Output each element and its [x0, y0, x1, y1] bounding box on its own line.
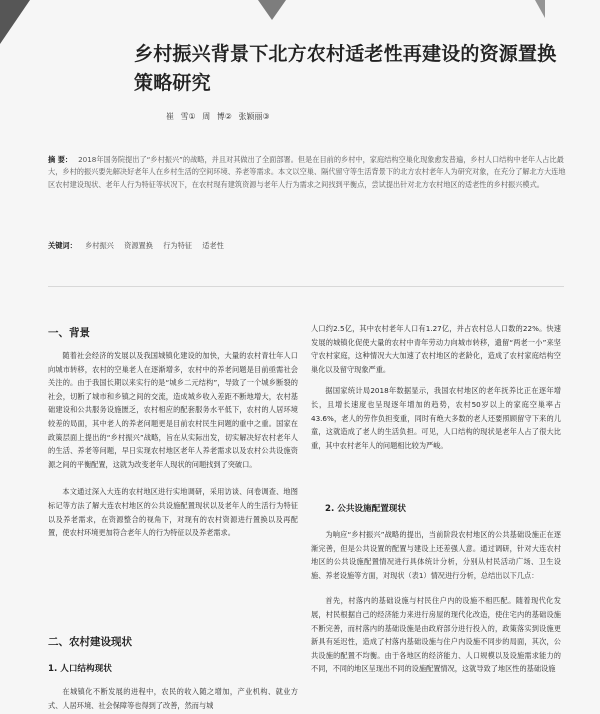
paragraph: 人口约2.5亿，其中农村老年人口有1.27亿，并占农村总人口数的22%。快速发展的城镇化促使大量的农村中青年劳动力向城市转移，遗留“两老一小”来坚守农村家庭，这种情况大大加速了农村地区的老龄化，造成了农村家庭结构空巢化以及留守现象严重。 — [311, 324, 561, 374]
section-heading-background: 一、背景 — [48, 327, 90, 339]
keyword: 乡村振兴 — [85, 241, 114, 250]
subsection-heading: 1. 人口结构现状 — [48, 664, 112, 674]
abstract — [48, 154, 566, 191]
paper-title: 乡村振兴背景下北方农村适老性再建设的资源置换策略研究 — [134, 43, 557, 94]
subsection-heading: 2. 公共设施配置现状 — [325, 504, 406, 514]
paragraph: 随着社会经济的发展以及我国城镇化建设的加快，大量的农村青壮年人口向城市转移，农村的空巢老人在逐渐增多，农村中的养老问题是目前亟需社会关注的。由于我国长期以来实行的是“城乡二元结构”，导致了一个城乡断裂的社会，切断了城市和乡镇之间的交流，造成城乡收入差距不断地增大，农村基础建设和公共服务设施匮乏，农村相应的配套服务水平低下，农村的人居环境较差的局面，其中老人的养老问题更是目前农村民生问题的重中之重。国家在政策层面上提出的“乡村振兴”战略，旨在从实际出发，切实解决好农村老年人的生活、养老等问题，早日实现农村地区老年人养老需求以及农村公共设施资源之间的平衡配置，这就为改变老年人现状的问题找到了突破口。 — [48, 351, 298, 469]
paragraph: 首先，村落内的基础设施与村民住户内的设施不相匹配。随着现代化发展，村民根据自己的经济能力来进行房屋的现代化改造，使住宅内的基础设施不断完善，而村落内的基础设施是由政府部分进行投入的，政策落实到设施更新具有延迟性，造成了村落内基础设施与住户内设施不同步的局面，其次，公共设施的配置不均衡。由于各地区的经济能力、人口规模以及设施需求能力的不同，不同的地区呈现出不同的设施配置情况，这就导致了地区性的基础设施 — [311, 596, 561, 674]
right-column-bottom — [311, 528, 561, 676]
keyword: 资源置换 — [124, 241, 153, 250]
author-list — [166, 111, 270, 122]
divider — [48, 286, 564, 287]
section-heading-status: 二、农村建设现状 — [48, 636, 132, 648]
decorative-corner — [535, 0, 545, 18]
paragraph: 据国家统计局2018年数据显示，我国农村地区的老年抚养比正在逐年增长，且增长速度也呈现逐年增加的趋势，农村50岁以上的家庭空巢率占43.6%，老人的劳作负担变重，同时有绝大多数的老人还要照顾留守下来的儿童，这就造成了老人的生活负担。可见，人口结构的现状是老年人占了很大比重，其中农村老年人的问题相比较为严峻。 — [311, 386, 561, 450]
decorative-corner — [258, 0, 286, 20]
abstract-label: 摘 要： — [48, 155, 73, 164]
decorative-corner — [0, 0, 30, 44]
keywords — [48, 241, 232, 251]
author-name: 张颖丽③ — [238, 112, 270, 121]
paragraph: 在城镇化不断发展的进程中，农民的收入随之增加，产业机构、就业方式、人居环境、社会保障等也得到了改善，然而与城 — [48, 687, 298, 710]
keyword: 适老性 — [202, 241, 224, 250]
left-column-section2 — [48, 685, 298, 712]
paragraph: 为响应“乡村振兴”战略的提出，当前阶段农村地区的公共基础设施正在逐渐完善，但是公共设置的配置与建设上还差强人意。通过调研，针对大连农村地区的公共设施配置情况进行具体统计分析，分别从村民活动广场、卫生设施、养老设施等方面，对现状（表1）情况进行分析，总结出以下几点： — [311, 530, 561, 580]
author-name: 周 博② — [202, 112, 232, 121]
abstract-text: 2018年国务院提出了“乡村振兴”的战略，并且对其做出了全面部署。但是在目前的乡村中，家庭结构空巢化现象愈发普遍，乡村人口结构中老年人占比最大，乡村的振兴要先解决好老年人在乡村生活的空间环境、养老等需求。本文以空巢、隔代留守等生活背景下的北方农村老年人为研究对象，在充分了解北方大连地区农村建设现状、老年人行为特征等状况下，在农村现有建筑资源与老年人行为需求之间找到平衡点，尝试提出针对北方农村地区的适老性的乡村振兴模式。 — [48, 155, 566, 189]
right-column-top — [311, 322, 561, 452]
author-name: 崔 雪① — [166, 112, 196, 121]
keyword: 行为特征 — [163, 241, 192, 250]
keywords-label: 关键词： — [48, 241, 77, 250]
paragraph: 本文通过深入大连的农村地区进行实地调研，采用访谈、问卷调查、地图标记等方法了解大连农村地区的公共设施配置现状以及老年人的生活行为特征以及养老需求，在资源整合的视角下，对现有的农村资源进行置换以及再配置，使农村环境更加符合老年人的行为特征以及养老需求。 — [48, 487, 298, 538]
left-column-section1 — [48, 349, 298, 540]
